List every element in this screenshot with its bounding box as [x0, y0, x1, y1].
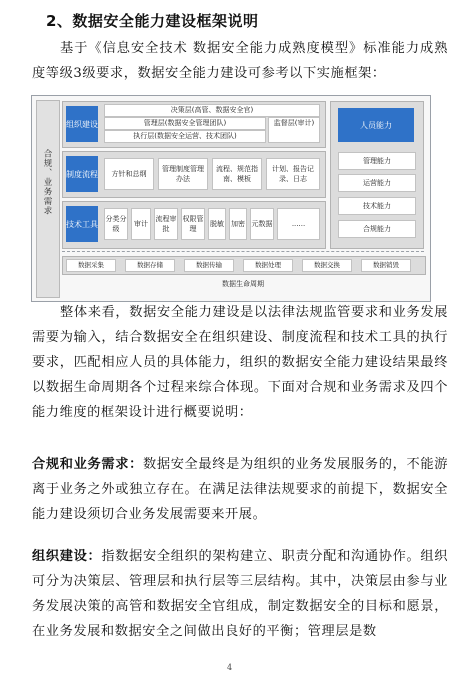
org-title: 组织建设 [66, 106, 98, 142]
tech-item: 元数据 [250, 208, 274, 240]
lifecycle-stage: 数据传输 [184, 259, 234, 272]
lifecycle-stage: 数据采集 [66, 259, 116, 272]
personnel-item: 运营能力 [338, 174, 416, 192]
page-number: 4 [226, 663, 233, 672]
summary-paragraph: 整体来看，数据安全能力建设是以法律法规监管要求和业务发展需要为输入，结合数据安全在组织建设、制度流程和技术工具的执行要求，匹配相应人员的具体能力，组织的数据安全能力建设结果最终以数据生命周期各个过程来综合体现。下面对合规和业务需求及四个能力维度的框架设计进行概要说明： [32, 305, 448, 420]
divider-line [62, 251, 424, 252]
lifecycle-stage: 数据存储 [125, 259, 175, 272]
tech-item: 加密 [229, 208, 247, 240]
compliance-label: 合规、业务需求 [42, 149, 52, 216]
lifecycle-stage: 数据处理 [243, 259, 293, 272]
intro-paragraph: 基于《信息安全技术 数据安全能力成熟度模型》标准能力成熟度等级3级要求，数据安全能力建设可参考以下实施框架： [32, 41, 448, 81]
framework-diagram [31, 95, 431, 302]
process-title: 制度流程 [66, 156, 98, 192]
tech-item: 脱敏 [208, 208, 226, 240]
execution-layer: 执行层(数据安全运营、技术团队) [104, 130, 266, 143]
tech-item: 审计 [131, 208, 151, 240]
process-item: 管理制度管理办法 [158, 158, 208, 190]
personnel-title: 人员能力 [338, 108, 414, 142]
compliance-text: 数据安全最终是为组织的业务发展服务的，不能游离于业务之外或独立存在。在满足法律法规要求的前提下，数据安全能力建设须切合业务发展需要来开展。 [32, 457, 448, 522]
tech-item: ...... [277, 208, 320, 240]
org-paragraph [32, 544, 448, 644]
tech-item: 流程审批 [154, 208, 178, 240]
section-heading: 2、数据安全能力建设框架说明 [46, 12, 259, 30]
process-item: 流程、规范指南、模板 [212, 158, 262, 190]
decision-layer: 决策层(高管、数据安全官) [104, 104, 320, 117]
compliance-term: 合规和业务需求： [32, 457, 143, 472]
lifecycle-title: 数据生命周期 [222, 280, 264, 288]
personnel-item: 技术能力 [338, 197, 416, 215]
tech-item: 分类分级 [104, 208, 128, 240]
compliance-paragraph [32, 452, 448, 527]
compliance-bar [36, 100, 60, 298]
org-term: 组织建设： [32, 549, 102, 564]
process-item: 方针和总纲 [104, 158, 154, 190]
audit-layer: 监督层(审计) [268, 117, 320, 143]
process-item: 计划、报告记录、日志 [266, 158, 320, 190]
personnel-item: 合规能力 [338, 220, 416, 238]
management-layer: 管理层(数据安全管理团队) [104, 117, 266, 130]
org-text: 指数据安全组织的架构建立、职责分配和沟通协作。组织可分为决策层、管理层和执行层等三层结构。其中，决策层由参与业务发展决策的高管和数据安全官组成，制定数据安全的目标和愿景，在业务发展和数据安全之间做出良好的平衡；管理层是数 [32, 549, 449, 639]
tech-title: 技术工具 [66, 206, 98, 242]
personnel-item: 管理能力 [338, 152, 416, 170]
lifecycle-stage: 数据交换 [302, 259, 352, 272]
tech-item: 权限管理 [181, 208, 205, 240]
lifecycle-stage: 数据销毁 [361, 259, 411, 272]
